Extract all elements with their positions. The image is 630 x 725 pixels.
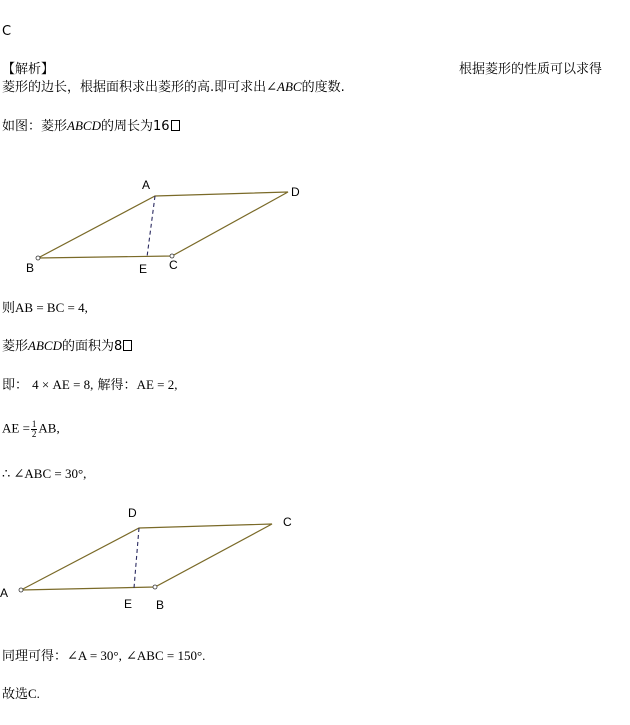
step-similar-a: 同理可得： — [2, 649, 68, 664]
label-d-2: D — [128, 506, 137, 520]
rhombus-2-outline — [21, 524, 272, 590]
figure-rhombus-1 — [0, 170, 320, 280]
label-c-2: C — [283, 515, 292, 529]
fraction-denominator: 2 — [31, 429, 37, 439]
step-area-a: 菱形 — [2, 339, 29, 354]
step-solve — [2, 377, 177, 394]
analysis-text-b: 的度数. — [301, 80, 345, 95]
step-solve-c: 解得： — [97, 378, 137, 393]
rhombus-name: ABCD — [67, 118, 101, 133]
analysis-text-right: 根据菱形的性质可以求得 — [459, 62, 603, 77]
vertex-a-2 — [19, 588, 23, 592]
label-e-2: E — [124, 597, 133, 611]
angle-abc: ∠ABC — [266, 79, 302, 94]
step-perimeter-a: 如图：菱形 — [2, 119, 68, 134]
label-b-1: B — [26, 261, 35, 275]
step-half-a: AE = — [2, 420, 30, 436]
label-e-1: E — [139, 262, 148, 276]
step-similar — [2, 648, 205, 665]
rhombus-name-2: ABCD — [28, 338, 62, 353]
step-similar-c: ∠ABC = 150°. — [126, 648, 206, 663]
step-half — [2, 420, 60, 439]
missing-glyph-box — [171, 120, 180, 131]
step-solve-eq: 4 × AE = 8, — [32, 377, 94, 392]
fraction-numerator: 1 — [31, 419, 37, 429]
height-ae-1 — [147, 196, 155, 257]
step-perimeter-c: 的周长为16 — [100, 119, 170, 134]
height-de-2 — [134, 528, 139, 588]
label-d-1: D — [291, 185, 300, 199]
rhombus-1-outline — [38, 192, 288, 258]
answer-letter: C — [2, 24, 12, 39]
step-area-c: 的面积为8 — [61, 339, 123, 354]
step-angle: ∴ ∠ABC = 30°, — [2, 466, 87, 481]
label-a-2: A — [0, 586, 9, 600]
vertex-b-2 — [153, 585, 157, 589]
step-solve-d: AE = 2, — [136, 377, 178, 392]
step-half-b: AB, — [38, 420, 60, 436]
analysis-tag: 【解析】 — [2, 62, 55, 77]
analysis-text-a: 菱形的边长，根据面积求出菱形的高.即可求出 — [2, 80, 267, 95]
step-side-a: 则 — [2, 301, 16, 316]
step-similar-b: ∠A = 30°, — [67, 648, 122, 663]
missing-glyph-box-2 — [123, 340, 132, 351]
label-a-1: A — [142, 178, 151, 192]
vertex-b-1 — [36, 256, 40, 260]
final-choice — [2, 686, 40, 703]
step-side-length — [2, 300, 88, 317]
label-b-2: B — [156, 598, 165, 612]
analysis-text-line2 — [2, 79, 345, 96]
step-solve-a: 即： — [2, 378, 29, 393]
fraction-half — [31, 420, 38, 439]
label-c-1: C — [169, 258, 178, 272]
final-choice-a: 故选 — [2, 687, 29, 702]
figure-rhombus-2 — [0, 500, 310, 615]
final-choice-b: C. — [28, 686, 40, 701]
step-side-b: AB = BC = 4, — [15, 300, 88, 315]
step-perimeter — [2, 118, 180, 135]
step-area — [2, 338, 132, 355]
